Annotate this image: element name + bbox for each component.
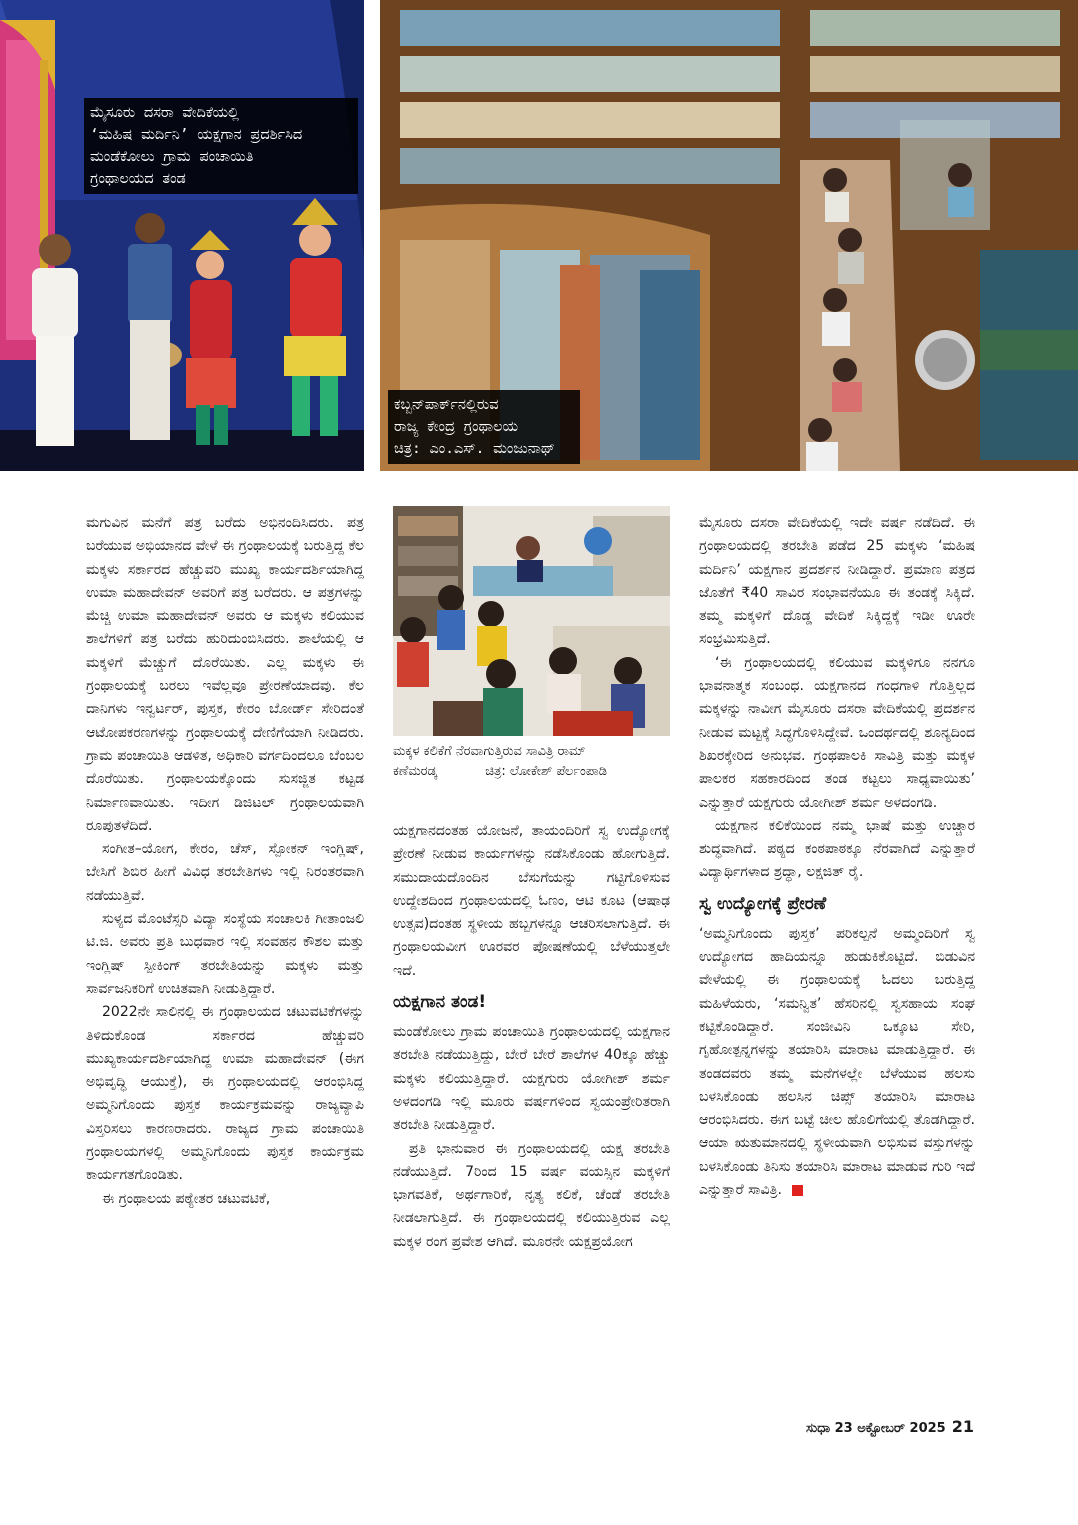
caption-line: ಮಂಡೆಕೋಲು ಗ್ರಾಮ ಪಂಚಾಯಿತಿ xyxy=(90,149,254,165)
red-square-icon xyxy=(792,1185,803,1196)
caption-line xyxy=(393,762,670,782)
paragraph: ಮಂಡೆಕೋಲು ಗ್ರಾಮ ಪಂಚಾಯಿತಿ ಗ್ರಂಥಾಲಯದಲ್ಲಿ ಯಕ್ಷಗಾನ ತರಬೇತಿ ನಡೆಯುತ್ತಿದ್ದು, ಬೇರೆ ಬೇರೆ ಶಾಲೆಗಳ 40ಕ್ಕೂ ಹೆಚ್ಚು ಮಕ್ಕಳು ಕಲಿಯುತ್ತಿದ್ದಾರೆ. ಯಕ್ಷಗುರು ಯೋಗೀಶ್ ಶರ್ಮ ಅಳದಂಗಡಿ ಇಲ್ಲಿ ಮೂರು ವರ್ಷಗಳಿಂದ ಸ್ವಯಂಪ್ರೇರಿತರಾಗಿ ತರಬೇತಿ ನೀಡುತ್ತಿದ್ದಾರೆ. xyxy=(393,1024,670,1134)
yakshagana-photo xyxy=(0,0,364,471)
section-heading: ಯಕ್ಷಗಾನ ತಂಡ! xyxy=(393,992,487,1013)
paragraph-text: ‘ಅಮ್ಮನಿಗೊಂದು ಪುಸ್ತಕ’ ಪರಿಕಲ್ಪನೆ ಅಮ್ಮಂದಿರಿಗೆ ಸ್ವ ಉದ್ಯೋಗದ ಹಾದಿಯನ್ನೂ ಹುಡುಕಿಕೊಟ್ಟಿದೆ. ಬಿಡುವಿನ ವೇಳೆಯಲ್ಲಿ ಈ ಗ್ರಂಥಾಲಯಕ್ಕೆ ಓದಲು ಬರುತ್ತಿದ್ದ ಮಹಿಳೆಯರು, ‘ಸಮನ್ವಿತ’ ಹೆಸರಿನಲ್ಲಿ ಸ್ವಸಹಾಯ ಸಂಘ ಕಟ್ಟಿಕೊಂಡಿದ್ದಾರೆ. ಸಂಜೀವಿನಿ ಒಕ್ಕೂಟ ಸೇರಿ, ಗೃಹೋತ್ಪನ್ನಗಳನ್ನು ತಯಾರಿಸಿ ಮಾರಾಟ ಮಾಡುತ್ತಿದ್ದಾರೆ. ಈ ತಂಡದವರು ತಮ್ಮ ಮನೆಗಳಲ್ಲೇ ಬೆಳೆಯುವ ಹಲಸು ಬಳಸಿಕೊಂಡು ಹಲಸಿನ ಚಿಪ್ಸ್ ತಯಾರಿಸಿ ಮಾರಾಟ ಆರಂಭಿಸಿದರು. ಈಗ ಬಟ್ಟೆ ಚೀಲ ಹೊಲಿಗೆಯಲ್ಲಿ ತೊಡಗಿದ್ದಾರೆ. ಆಯಾ ಋತುಮಾನದಲ್ಲಿ ಸ್ಥಳೀಯವಾಗಿ ಲಭಿಸುವ ವಸ್ತುಗಳನ್ನು ಬಳಸಿಕೊಂಡು ತಿನಿಸು ತಯಾರಿಸಿ ಮಾರಾಟ ಮಾಡುವ ಗುರಿ ಇದೆ ಎನ್ನುತ್ತಾರೆ ಸಾವಿತ್ರಿ. xyxy=(699,925,975,1199)
classroom-caption xyxy=(393,742,670,782)
paragraph: ಯಕ್ಷಗಾನದಂತಹ ಯೋಜನೆ, ತಾಯಂದಿರಿಗೆ ಸ್ವ ಉದ್ಯೋಗಕ್ಕೆ ಪ್ರೇರಣೆ ನೀಡುವ ಕಾರ್ಯಗಳನ್ನು ನಡೆಸಿಕೊಂಡು ಹೋಗುತ್ತಿದೆ. ಸಮುದಾಯದೊಂದಿನ ಬೆಸುಗೆಯನ್ನು ಗಟ್ಟಿಗೊಳಿಸುವ ಉದ್ದೇಶದಿಂದ ಗ್ರಂಥಾಲಯದಲ್ಲಿ ಓಣಂ, ಆಟಿ ಕೂಟ (ಆಷಾಢ ಉತ್ಸವ)ದಂತಹ ಸ್ಥಳೀಯ ಹಬ್ಬಗಳನ್ನೂ ಆಚರಿಸಲಾಗುತ್ತಿದೆ. ಈ ಗ್ರಂಥಾಲಯವೀಗ ಊರವರ ಪೋಷಣೆಯಲ್ಲಿ ಬೆಳೆಯುತ್ತಲೇ ಇದೆ. xyxy=(393,823,670,979)
caption-line: ಮೈಸೂರು ದಸರಾ ವೇದಿಕೆಯಲ್ಲಿ xyxy=(90,105,239,121)
article-column-3 xyxy=(699,512,975,1202)
caption-line: ಕಬ್ಬನ್‌ಪಾರ್ಕ್‌ನಲ್ಲಿರುವ xyxy=(394,397,499,413)
paragraph: 2022ನೇ ಸಾಲಿನಲ್ಲಿ ಈ ಗ್ರಂಥಾಲಯದ ಚಟುವಟಿಕೆಗಳನ್ನು ತಿಳಿದುಕೊಂಡ ಸರ್ಕಾರದ ಹೆಚ್ಚುವರಿ ಮುಖ್ಯಕಾರ್ಯದರ್ಶಿಯಾಗಿದ್ದ ಉಮಾ ಮಹಾದೇವನ್ (ಈಗ ಅಭಿವೃದ್ಧಿ ಆಯುಕ್ತೆ), ಈ ಗ್ರಂಥಾಲಯದಲ್ಲಿ ಆರಂಭಿಸಿದ್ದ ಅಮ್ಮನಿಗೊಂದು ಪುಸ್ತಕ ಕಾರ್ಯಕ್ರಮವನ್ನು ರಾಜ್ಯವ್ಯಾಪಿ ವಿಸ್ತರಿಸಲು ಕಾರಣರಾದರು. ರಾಜ್ಯದ ಗ್ರಾಮ ಪಂಚಾಯಿತಿ ಗ್ರಂಥಾಲಯಗಳಲ್ಲಿ ಅಮ್ಮನಿಗೊಂದು ಪುಸ್ತಕ ಕಾರ್ಯಕ್ರಮ ಕಾರ್ಯಗತಗೊಂಡಿತು. xyxy=(86,1004,364,1184)
paragraph: ಸಂಗೀತ–ಯೋಗ, ಕೇರಂ, ಚೆಸ್, ಸ್ಪೋಕನ್ ಇಂಗ್ಲಿಷ್, ಬೇಸಿಗೆ ಶಿಬಿರ ಹೀಗೆ ವಿವಿಧ ತರಬೇತಿಗಳು ಇಲ್ಲಿ ನಿರಂತರವಾಗಿ ನಡೆಯುತ್ತಿವೆ. xyxy=(86,841,364,904)
yakshagana-caption xyxy=(84,98,358,194)
yakshagana-illustration xyxy=(0,0,364,471)
paragraph: ಪ್ರತಿ ಭಾನುವಾರ ಈ ಗ್ರಂಥಾಲಯದಲ್ಲಿ ಯಕ್ಷ ತರಬೇತಿ ನಡೆಯುತ್ತಿದೆ. 7ರಿಂದ 15 ವರ್ಷ ವಯಸ್ಸಿನ ಮಕ್ಕಳಿಗೆ ಭಾಗವತಿಕೆ, ಅರ್ಥಗಾರಿಕೆ, ನೃತ್ಯ ಕಲಿಕೆ, ಚೆಂಡೆ ತರಬೇತಿ ನೀಡಲಾಗುತ್ತಿದೆ. ಈ ಗ್ರಂಥಾಲಯದಲ್ಲಿ ಕಲಿಯುತ್ತಿರುವ ಎಲ್ಲ ಮಕ್ಕಳ ರಂಗ ಪ್ರವೇಶ ಆಗಿದೆ. ಮೂರನೇ ಯಕ್ಷಪ್ರಯೋಗ xyxy=(393,1140,670,1250)
caption-line: ಮಕ್ಕಳ ಕಲಿಕೆಗೆ ನೆರವಾಗುತ್ತಿರುವ ಸಾವಿತ್ರಿ ರಾಮ್ xyxy=(393,744,586,759)
paragraph: ‘ಈ ಗ್ರಂಥಾಲಯದಲ್ಲಿ ಕಲಿಯುವ ಮಕ್ಕಳಿಗೂ ನನಗೂ ಭಾವನಾತ್ಮಕ ಸಂಬಂಧ. ಯಕ್ಷಗಾನದ ಗಂಧಗಾಳಿ ಗೊತ್ತಿಲ್ಲದ ಮಕ್ಕಳನ್ನು ನಾವೀಗ ಮೈಸೂರು ದಸರಾ ವೇದಿಕೆಯಲ್ಲಿ ಪ್ರದರ್ಶನ ನೀಡುವ ಮಟ್ಟಕ್ಕೆ ಸಿದ್ಧಗೊಳಿಸಿದ್ದೇವೆ. ಒಂದರ್ಥದಲ್ಲಿ ಶೂನ್ಯದಿಂದ ಶಿಖರಕ್ಕೇರಿದ ಅನುಭವ. ಗ್ರಂಥಪಾಲಕಿ ಸಾವಿತ್ರಿ ಮತ್ತು ಮಕ್ಕಳ ಪಾಲಕರ ಸಹಕಾರದಿಂದ ತಂಡ ಕಟ್ಟಲು ಸಾಧ್ಯವಾಯಿತು’ ಎನ್ನುತ್ತಾರೆ ಯಕ್ಷಗುರು ಯೋಗೀಶ್ ಶರ್ಮ ಅಳದಂಗಡಿ. xyxy=(699,654,975,811)
library-caption xyxy=(388,390,580,464)
caption-line: ರಾಜ್ಯ ಕೇಂದ್ರ ಗ್ರಂಥಾಲಯ xyxy=(394,419,518,435)
article-column-1 xyxy=(86,512,364,1211)
caption-line: ಗ್ರಂಥಾಲಯದ ತಂಡ xyxy=(90,171,186,187)
photo-credit: ಚಿತ್ರ: ಲೋಕೇಶ್ ಪೆರ್ಲಂಪಾಡಿ xyxy=(485,764,607,779)
paragraph: ಸುಳ್ಯದ ಮೊಂಟೆಸ್ಸರಿ ವಿದ್ಯಾ ಸಂಸ್ಥೆಯ ಸಂಚಾಲಕಿ ಗೀತಾಂಜಲಿ ಟಿ.ಜಿ. ಅವರು ಪ್ರತಿ ಬುಧವಾರ ಇಲ್ಲಿ ಸಂವಹನ ಕೌಶಲ ಮತ್ತು ಇಂಗ್ಲಿಷ್ ಸ್ಪೀಕಿಂಗ್ ತರಬೇತಿಯನ್ನು ಮಕ್ಕಳು ಮತ್ತು ಸಾರ್ವಜನಿಕರಿಗೆ ಉಚಿತವಾಗಿ ನೀಡುತ್ತಿದ್ದಾರೆ. xyxy=(86,911,364,997)
page-number: 21 xyxy=(951,1417,974,1436)
issue-label: ಸುಧಾ 23 ಅಕ್ಟೋಬರ್ 2025 xyxy=(806,1421,946,1436)
caption-line: ‘ಮಹಿಷ ಮರ್ದಿನಿ’ ಯಕ್ಷಗಾನ ಪ್ರದರ್ಶಿಸಿದ xyxy=(90,127,303,143)
classroom-photo xyxy=(393,506,670,736)
article-column-2 xyxy=(393,820,670,1254)
caption-subject: ಕಣೆಮರಡ್ಕ xyxy=(393,764,438,779)
paragraph: ಈ ಗ್ರಂಥಾಲಯ ಪಠ್ಯೇತರ ಚಟುವಟಿಕೆ, xyxy=(102,1190,271,1207)
paragraph: ಮೈಸೂರು ದಸರಾ ವೇದಿಕೆಯಲ್ಲಿ ಇದೇ ವರ್ಷ ನಡೆದಿದೆ. ಈ ಗ್ರಂಥಾಲಯದಲ್ಲಿ ತರಬೇತಿ ಪಡೆದ 25 ಮಕ್ಕಳು ‘ಮಹಿಷ ಮರ್ದಿನಿ’ ಯಕ್ಷಗಾನ ಪ್ರದರ್ಶನ ನೀಡಿದ್ದಾರೆ. ಪ್ರಮಾಣ ಪತ್ರದ ಜೊತೆಗೆ ₹40 ಸಾವಿರ ಸಂಭಾವನೆಯೂ ಈ ತಂಡಕ್ಕೆ ಸಿಕ್ಕಿದೆ. ತಮ್ಮ ಮಕ್ಕಳಿಗೆ ದೊಡ್ಡ ವೇದಿಕೆ ಸಿಕ್ಕಿದ್ದಕ್ಕೆ ಇಡೀ ಊರೇ ಸಂಭ್ರಮಿಸುತ್ತಿದೆ. xyxy=(699,515,975,648)
caption-line: ಚಿತ್ರ: ಎಂ.ಎಸ್. ಮಂಜುನಾಥ್ xyxy=(394,441,555,457)
paragraph: ಮಗುವಿನ ಮನೆಗೆ ಪತ್ರ ಬರೆದು ಅಭಿನಂದಿಸಿದರು. ಪತ್ರ ಬರೆಯುವ ಅಭಿಯಾನದ ವೇಳೆ ಈ ಗ್ರಂಥಾಲಯಕ್ಕೆ ಬರುತ್ತಿದ್ದ ಕೆಲ ಮಕ್ಕಳು ಸರ್ಕಾರದ ಹೆಚ್ಚುವರಿ ಮುಖ್ಯ ಕಾರ್ಯದರ್ಶಿಯಾಗಿದ್ದ ಉಮಾ ಮಹಾದೇವನ್ ಅವರಿಗೆ ಪತ್ರ ಬರೆದರು. ಆ ಪತ್ರಗಳನ್ನು ಮೆಚ್ಚಿ ಉಮಾ ಮಹಾದೇವನ್ ಅವರು ಆ ಮಕ್ಕಳು ಕಲಿಯುವ ಶಾಲೆಗಳಿಗೆ ಪತ್ರ ಬರೆದು ಹುರಿದುಂಬಿಸಿದರು. ಶಾಲೆಯಲ್ಲಿ ಆ ಮಕ್ಕಳಿಗೆ ಮೆಚ್ಚುಗೆ ದೊರೆಯಿತು. ಎಲ್ಲ ಮಕ್ಕಳು ಈ ಗ್ರಂಥಾಲಯಕ್ಕೆ ಬರಲು ಇವೆಲ್ಲವೂ ಪ್ರೇರಣೆಯಾದವು. ಕೆಲ ದಾನಿಗಳು ಇನ್ವರ್ಟರ್, ಪುಸ್ತಕ, ಕೇರಂ ಬೋರ್ಡ್ ಸೇರಿದಂತೆ ಆಟೋಪಕರಣಗಳನ್ನು ಗ್ರಂಥಾಲಯಕ್ಕೆ ದೇಣಿಗೆಯಾಗಿ ನೀಡಿದರು. ಗ್ರಾಮ ಪಂಚಾಯಿತಿ ಆಡಳಿತ, ಅಧಿಕಾರಿ ವರ್ಗದಿಂದಲೂ ಬೆಂಬಲ ದೊರೆಯಿತು. ಗ್ರಂಥಾಲಯಕ್ಕೊಂದು ಸುಸಜ್ಜಿತ ಕಟ್ಟಡ ನಿರ್ಮಾಣವಾಯಿತು. ಇದೀಗ ಡಿಜಿಟಲ್ ಗ್ರಂಥಾಲಯವಾಗಿ ರೂಪುತಳೆದಿದೆ. xyxy=(86,515,364,834)
classroom-illustration xyxy=(393,506,670,736)
paragraph: ಯಕ್ಷಗಾನ ಕಲಿಕೆಯಿಂದ ನಮ್ಮ ಭಾಷೆ ಮತ್ತು ಉಚ್ಚಾರ ಶುದ್ಧವಾಗಿದೆ. ಪಠ್ಯದ ಕಂಠಪಾಠಕ್ಕೂ ನೆರವಾಗಿದೆ ಎನ್ನುತ್ತಾರೆ ವಿದ್ಯಾರ್ಥಿಗಳಾದ ಶ್ರದ್ಧಾ, ಲಕ್ಷಜಿತ್ ರೈ. xyxy=(699,817,975,881)
paragraph xyxy=(699,923,975,1203)
section-heading: ಸ್ವ ಉದ್ಯೋಗಕ್ಕೆ ಪ್ರೇರಣೆ xyxy=(699,893,827,914)
page-footer xyxy=(806,1417,974,1436)
